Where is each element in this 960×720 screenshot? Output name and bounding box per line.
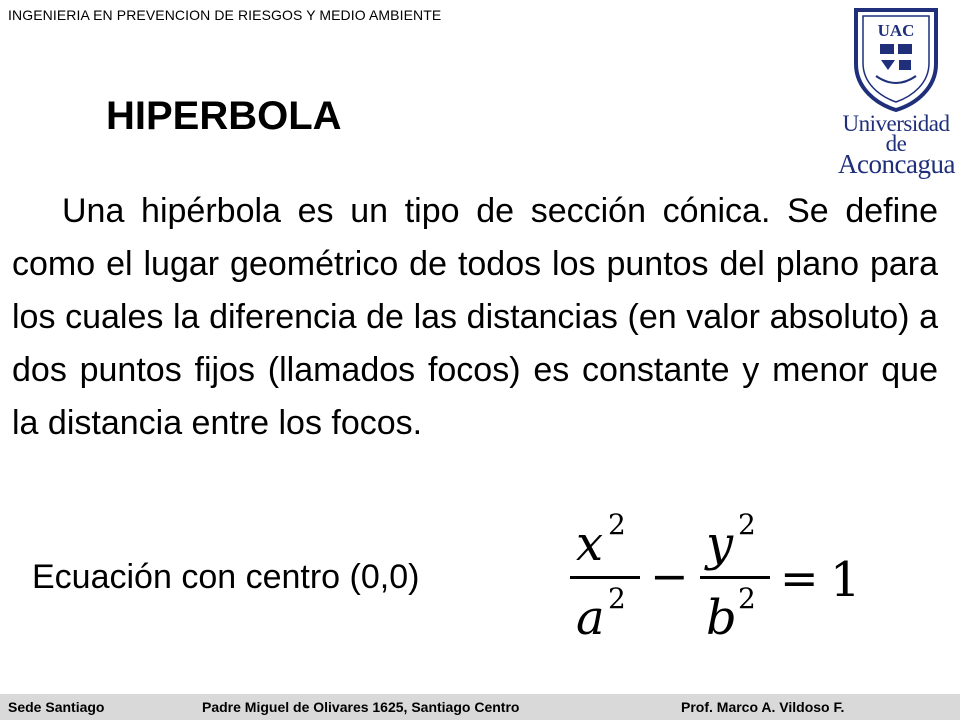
institution-header: INGENIERIA EN PREVENCION DE RIESGOS Y MEDIO AMBIENTE xyxy=(8,7,442,23)
equation-rhs: 1 xyxy=(830,552,861,608)
equation-denominator-2: b xyxy=(706,590,737,646)
footer-bar xyxy=(0,694,960,720)
equation-denominator-1: a xyxy=(576,590,605,646)
equation-label: Ecuación con centro (0,0) xyxy=(32,558,420,596)
logo-wordmark xyxy=(838,111,955,180)
wordmark-line-1: Universidad de xyxy=(842,111,950,156)
equation-exponent-4: 2 xyxy=(738,582,756,615)
footer-professor: Prof. Marco A. Vildoso F. xyxy=(681,699,845,715)
equation-minus: − xyxy=(650,549,689,603)
equation-numerator-1: x xyxy=(576,516,604,572)
equation-exponent-3: 2 xyxy=(738,508,756,541)
shield-crest-icon xyxy=(838,6,954,112)
wordmark-line-2: Aconcagua xyxy=(838,149,955,180)
seal-text: UAC xyxy=(877,21,915,40)
equation-exponent-2: 2 xyxy=(608,582,626,615)
slide-title: HIPERBOLA xyxy=(106,94,342,138)
equation-equals: = xyxy=(780,551,819,605)
footer-address: Padre Miguel de Olivares 1625, Santiago Centro xyxy=(202,699,520,715)
fraction-bar-1 xyxy=(570,576,640,579)
footer-campus: Sede Santiago xyxy=(8,699,105,715)
university-logo xyxy=(838,6,955,180)
fraction-bar-2 xyxy=(700,576,770,579)
equation-numerator-2: y xyxy=(706,516,734,572)
definition-paragraph: Una hipérbola es un tipo de sección cónica. Se define como el lugar geométrico de todos los puntos del plano para los cuales la diferencia de las distancias (en valor absoluto) a dos puntos fijos (llamados focos) es constante y menor que la distancia entre los focos. xyxy=(12,192,938,442)
hyperbola-equation xyxy=(568,508,868,648)
equation-exponent-1: 2 xyxy=(608,508,626,541)
